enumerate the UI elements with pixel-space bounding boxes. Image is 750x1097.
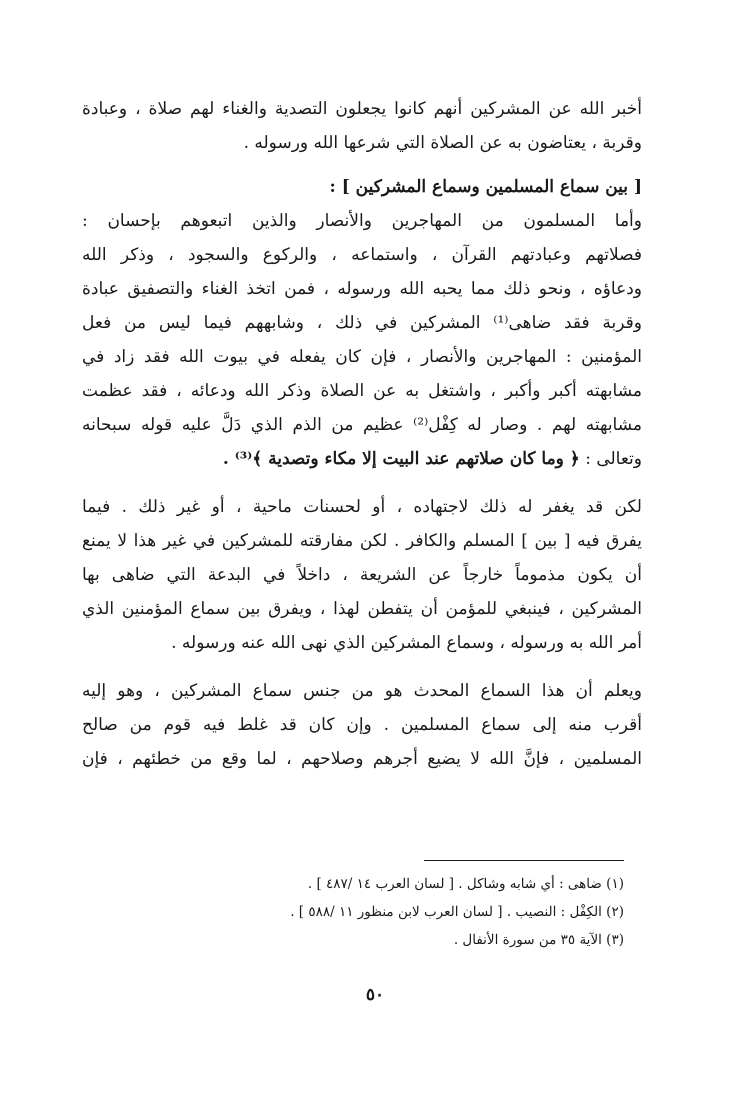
footnote-2: (٢) الكِفْل : النصيب . [ لسان العرب لابن منظور ١١ /٥٨٨ ] .: [290, 904, 624, 920]
footnote-divider: [424, 860, 624, 861]
text-line: وأما المسلمون من المهاجرين والأنصار والذين اتبعوهم بإحسان :: [82, 211, 642, 231]
text-line: أخبر الله عن المشركين أنهم كانوا يجعلون التصدية والغناء لهم صلاة ، وعبادة: [82, 99, 642, 119]
quote-intro: وتعالى :: [585, 449, 642, 469]
quran-quote: ﴿ وما كان صلاتهم عند البيت إلا مكاء وتصدية ﴾⁽³⁾ .: [222, 449, 580, 469]
text-line: المسلمين ، فإنَّ الله لا يضيع أجرهم وصلاحهم ، لما وقع من خطئهم ، فإن: [82, 749, 642, 769]
footnote-3: (٣) الآية ٣٥ من سورة الأنفال .: [453, 932, 624, 948]
paragraph-2: [82, 204, 642, 476]
page-body: [82, 92, 642, 776]
text-line: المؤمنين : المهاجرين والأنصار ، فإن كان يفعله في بيوت الله فقد زاد في: [82, 347, 642, 367]
text-line: ودعاؤه ، ونحو ذلك مما يحبه الله ورسوله ، فمن اتخذ الغناء والتصفيق عبادة: [82, 279, 642, 299]
text-line: أقرب منه إلى سماع المسلمين . وإن كان قد غلط فيه قوم من صالح: [82, 715, 642, 735]
text-line: المشركين ، فينبغي للمؤمن أن يتفطن لهذا ، ويفرق بين سماع المؤمنين الذي: [82, 599, 642, 619]
text-line: مشابهته أكبر وأكبر ، واشتغل به عن الصلاة وذكر الله ودعائه ، فقد عظمت: [82, 381, 642, 401]
paragraph-3: [82, 490, 642, 660]
text-line: وقربة ، يعتاضون به عن الصلاة التي شرعها الله ورسوله .: [243, 133, 642, 153]
paragraph-4: [82, 674, 642, 776]
footnotes: [82, 870, 624, 954]
text-line: فصلاتهم وعبادتهم القرآن ، واستماعه ، والركوع والسجود ، وذكر الله: [82, 245, 642, 265]
text-line: [82, 442, 642, 476]
footnote-1: (١) ضاهى : أي شابه وشاكل . [ لسان العرب ١٤ /٤٨٧ ] .: [307, 876, 624, 892]
paragraph-1: [82, 92, 642, 160]
text-line: وقربة فقد ضاهى⁽¹⁾ المشركين في ذلك ، وشابههم فيما ليس من فعل: [82, 313, 642, 333]
text-line: يفرق فيه [ بين ] المسلم والكافر . لكن مفارقته للمشركين في غير هذا لا يمنع: [82, 531, 642, 551]
page-number: ٥٠: [365, 985, 385, 1005]
text-line: ويعلم أن هذا السماع المحدث هو من جنس سماع المشركين ، وهو إليه: [82, 681, 642, 701]
text-line: أن يكون مذموماً خارجاً عن الشريعة ، داخلاً في البدعة التي ضاهى بها: [82, 565, 642, 585]
text-line: لكن قد يغفر له ذلك لاجتهاده ، أو لحسنات ماحية ، أو غير ذلك . فيما: [82, 497, 642, 517]
section-heading: [ بين سماع المسلمين وسماع المشركين ] :: [329, 177, 642, 197]
text-line: أمر الله به ورسوله ، وسماع المشركين الذي نهى الله عنه ورسوله .: [171, 633, 642, 653]
text-line: مشابهته لهم . وصار له كِفْل⁽²⁾ عظيم من الذم الذي دَلَّ عليه قوله سبحانه: [82, 415, 642, 435]
